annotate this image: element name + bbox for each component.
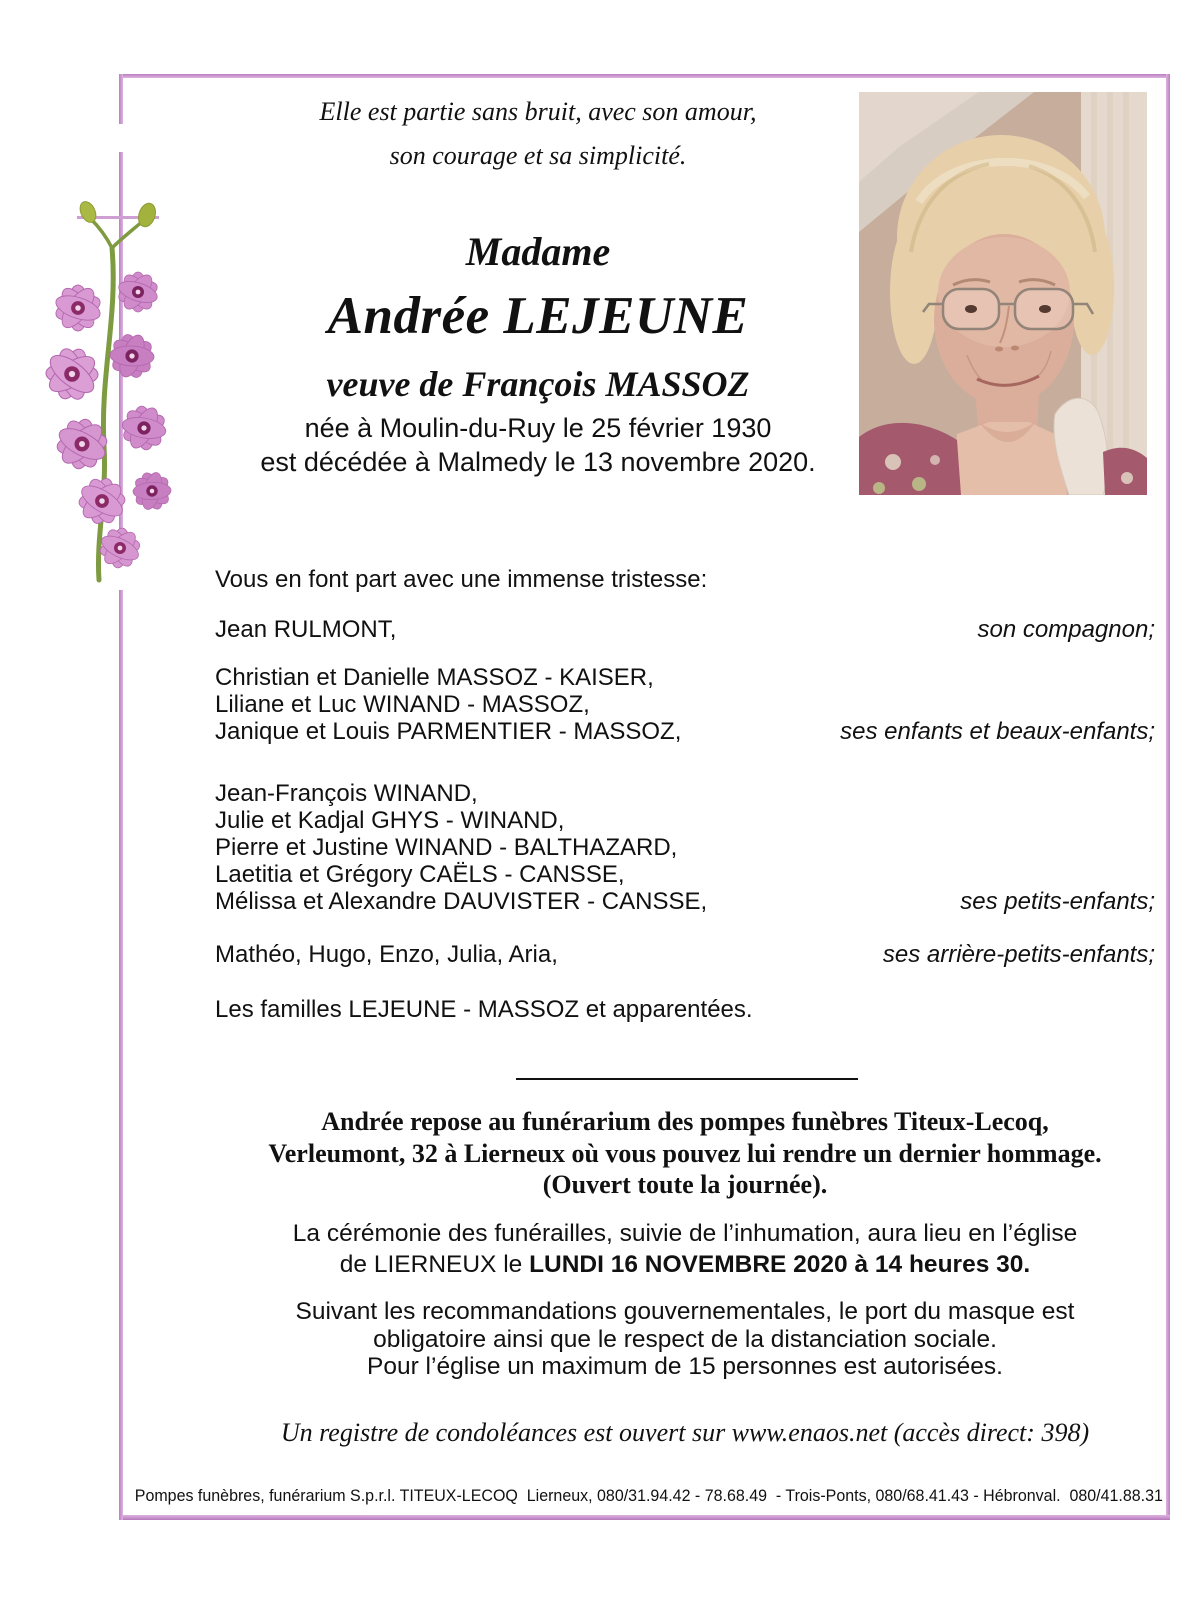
frame-border-left-lower (119, 590, 123, 1520)
family-row (215, 616, 1155, 643)
frame-border-right (1166, 74, 1170, 1520)
funeral-home-footer: Pompes funèbres, funérarium S.p.r.l. TITEUX-LECOQ Lierneux, 080/31.94.42 - 78.68.49 - Trois-Ponts, 080/68.41.43 - Hébronval. 080/41.88.31 (134, 1487, 1163, 1505)
ceremony-line2-normal: de LIERNEUX le (339, 1251, 530, 1278)
family-names: Jean RULMONT, (215, 616, 397, 643)
birth-death-lines (215, 411, 861, 479)
widow-line: veuve de François MASSOZ (326, 364, 750, 404)
family-row (215, 664, 1155, 691)
deceased-title: Madame (465, 229, 611, 274)
family-group-grandchildren (215, 780, 1155, 915)
family-row (215, 691, 1155, 718)
relation-label: ses enfants et beaux-enfants; (840, 718, 1155, 745)
frame-border-bottom (119, 1515, 1170, 1520)
repose-line2: Verleumont, 32 à Lierneux où vous pouvez lui rendre un dernier hommage. (268, 1138, 1102, 1168)
relation-label: ses arrière-petits-enfants; (882, 941, 1155, 968)
covid-line3: Pour l’église un maximum de 15 personnes est autorisées. (367, 1353, 1003, 1380)
family-names: Mathéo, Hugo, Enzo, Julia, Aria, (215, 941, 558, 968)
family-names: Pierre et Justine WINAND - BALTHAZARD, (215, 834, 678, 861)
family-group-great-grandchildren (215, 941, 1155, 968)
frame-border-left-upper (119, 74, 123, 124)
orchid-blooms (44, 271, 173, 570)
orchid-illustration (40, 196, 195, 586)
frame-border-top (119, 74, 1170, 78)
family-row (215, 941, 1155, 968)
relation-label: ses petits-enfants; (960, 888, 1155, 915)
portrait-photo (858, 92, 1148, 495)
repose-line3: (Ouvert toute la journée). (542, 1170, 828, 1199)
family-group-children (215, 664, 1155, 745)
epitaph-line2: son courage et sa simplicité. (389, 141, 687, 170)
family-names: Christian et Danielle MASSOZ - KAISER, (215, 664, 654, 691)
condolence-register-line: Un registre de condoléances est ouvert sur www.enaos.net (accès direct: 398) (280, 1418, 1090, 1447)
relation-label: son compagnon; (977, 616, 1155, 643)
repose-line1: Andrée repose au funérarium des pompes funèbres Titeux-Lecoq, (321, 1107, 1049, 1136)
repose-notice (215, 1106, 1155, 1201)
family-row (215, 807, 1155, 834)
family-names: Julie et Kadjal GHYS - WINAND, (215, 807, 565, 834)
announcement-intro: Vous en font part avec une immense tristesse: (215, 566, 708, 593)
families-line: Les familles LEJEUNE - MASSOZ et apparentées. (215, 996, 753, 1023)
family-group-companion (215, 616, 1155, 643)
deceased-name: Andrée LEJEUNE (327, 287, 749, 345)
death-line: est décédée à Malmedy le 13 novembre 2020. (260, 447, 816, 477)
family-names: Laetitia et Grégory CAËLS - CANSSE, (215, 861, 625, 888)
family-row (215, 780, 1155, 807)
family-names: Mélissa et Alexandre DAUVISTER - CANSSE, (215, 888, 708, 915)
family-row (215, 718, 1155, 745)
family-names: Jean-François WINAND, (215, 780, 478, 807)
family-names: Liliane et Luc WINAND - MASSOZ, (215, 691, 590, 718)
ceremony-date-bold: LUNDI 16 NOVEMBRE 2020 à 14 heures 30. (529, 1251, 1031, 1278)
ceremony-notice (215, 1218, 1155, 1280)
covid-line2: obligatoire ainsi que le respect de la distanciation sociale. (373, 1325, 997, 1353)
covid-line1: Suivant les recommandations gouvernementales, le port du masque est (295, 1298, 1075, 1325)
section-divider (516, 1078, 858, 1080)
epitaph-line1: Elle est partie sans bruit, avec son amour, (319, 97, 757, 126)
ceremony-line2 (215, 1249, 1155, 1280)
family-row (215, 888, 1155, 915)
birth-line: née à Moulin-du-Ruy le 25 février 1930 (304, 413, 772, 443)
family-row (215, 834, 1155, 861)
epitaph (215, 90, 861, 178)
ceremony-line1: La cérémonie des funérailles, suivie de l’inhumation, aura lieu en l’église (292, 1220, 1078, 1247)
family-row (215, 861, 1155, 888)
covid-notice (215, 1298, 1155, 1381)
family-names: Janique et Louis PARMENTIER - MASSOZ, (215, 718, 682, 745)
